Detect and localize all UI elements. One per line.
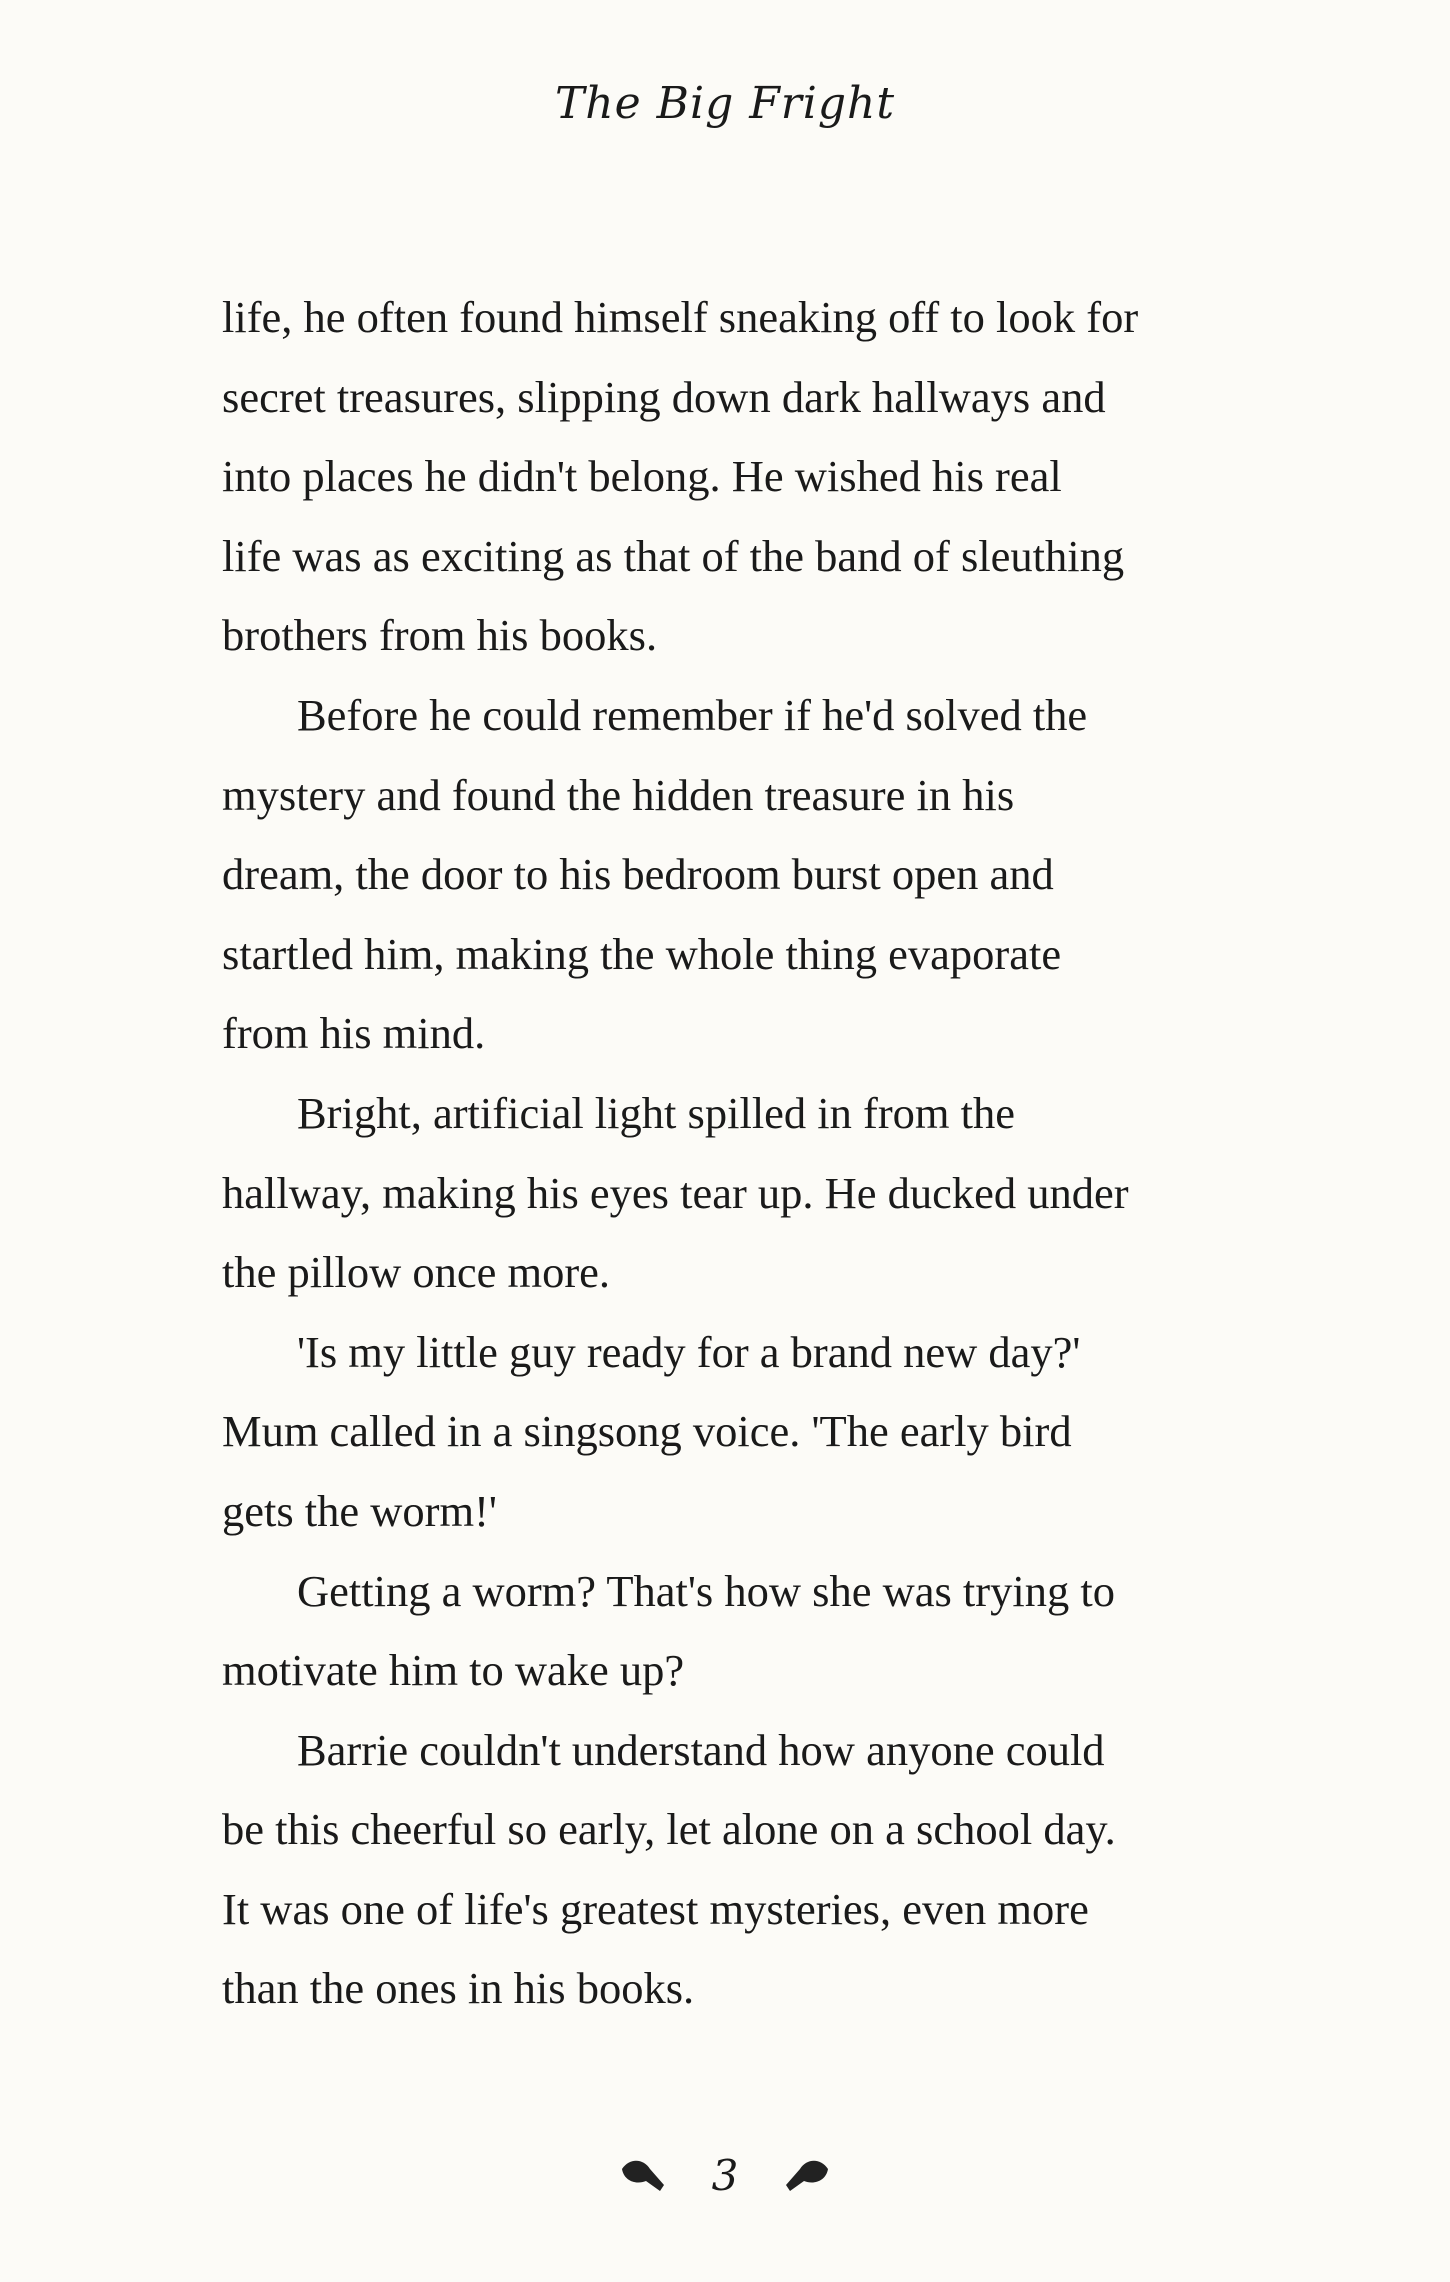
text-line: dream, the door to his bedroom burst open and — [222, 849, 1054, 900]
text-line: Before he could remember if he'd solved the — [297, 689, 1088, 740]
body-text — [222, 278, 1322, 2029]
running-head-title: The Big Fright — [554, 78, 896, 129]
text-line: hallway, making his eyes tear up. He ducked under — [222, 1167, 1129, 1218]
text-line: brothers from his books. — [222, 610, 658, 661]
right-leaf-ornament-icon — [782, 2155, 830, 2195]
text-line: Mum called in a singsong voice. 'The early bird — [222, 1406, 1072, 1457]
text-line: the pillow once more. — [222, 1247, 611, 1298]
text-line: gets the worm!' — [222, 1485, 497, 1536]
text-line: life was as exciting as that of the band of sleuthing — [222, 530, 1125, 581]
text-line: startled him, making the whole thing evaporate — [222, 928, 1062, 979]
text-line: into places he didn't belong. He wished his real — [222, 451, 1062, 502]
text-line: life, he often found himself sneaking off to look for — [222, 292, 1139, 342]
text-line: than the ones in his books. — [222, 1963, 695, 2014]
text-line: 'Is my little guy ready for a brand new day?' — [297, 1326, 1081, 1377]
text-line: mystery and found the hidden treasure in his — [222, 769, 1015, 820]
text-line: motivate him to wake up? — [222, 1645, 685, 1696]
text-line: Bright, artificial light spilled in from the — [297, 1087, 1016, 1138]
text-line: Getting a worm? That's how she was trying to — [297, 1565, 1115, 1616]
text-line: from his mind. — [222, 1008, 486, 1059]
text-line: secret treasures, slipping down dark hallways and — [222, 371, 1106, 422]
page-number: 3 — [711, 2150, 739, 2200]
page-footer — [0, 2140, 1450, 2210]
text-line: be this cheerful so early, let alone on a school day. — [222, 1804, 1116, 1855]
left-leaf-ornament-icon — [620, 2155, 668, 2195]
text-line: It was one of life's greatest mysteries, even more — [222, 1883, 1089, 1934]
text-line: Barrie couldn't understand how anyone could — [297, 1724, 1105, 1775]
